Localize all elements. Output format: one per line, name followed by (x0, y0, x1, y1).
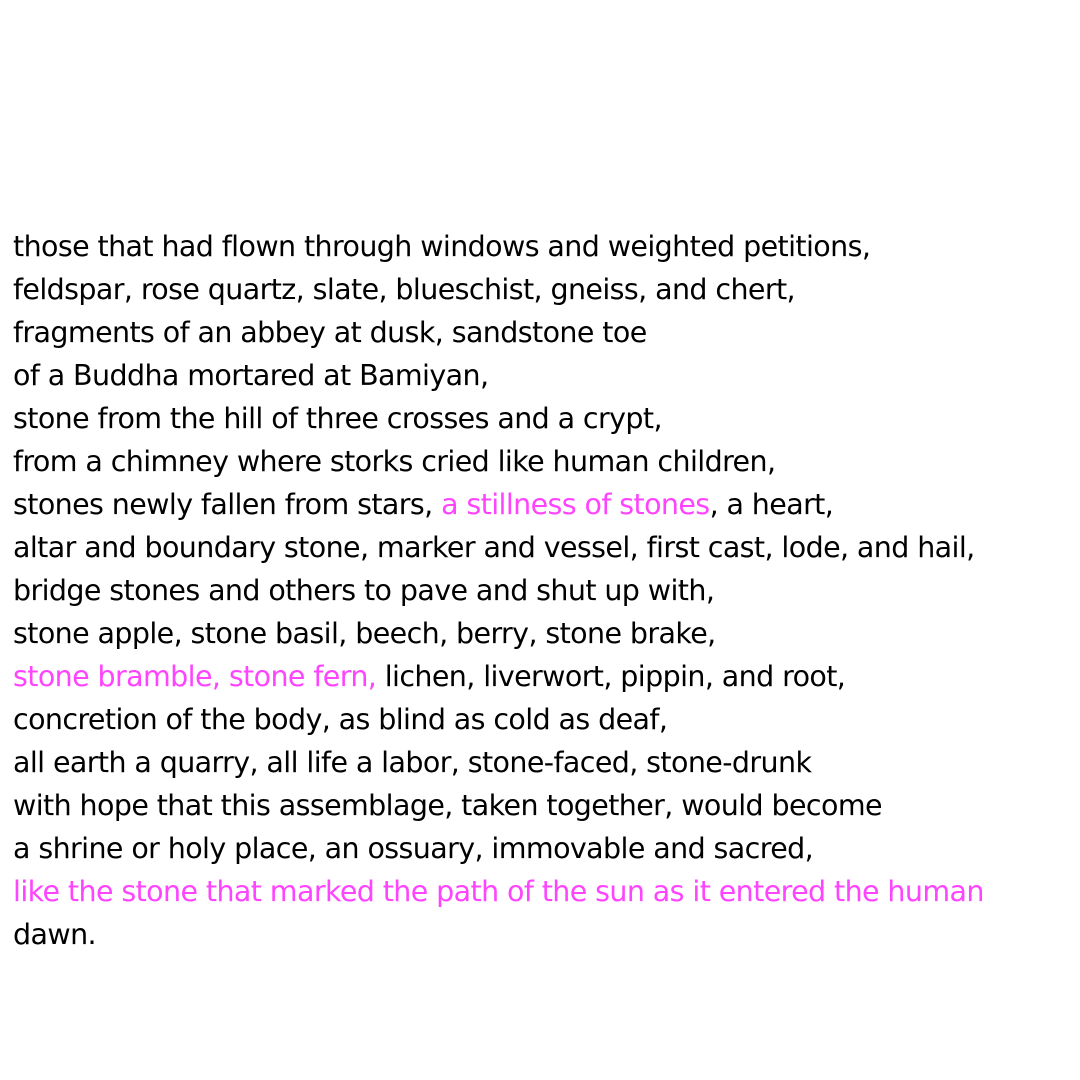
line-text: altar and boundary stone, marker and vessel, first cast, lode, and hail, (13, 531, 975, 564)
poem-line (13, 612, 1077, 655)
line-text: feldspar, rose quartz, slate, blueschist, gneiss, and chert, (13, 273, 795, 306)
line-text: , a heart, (709, 488, 834, 521)
poem-line (13, 569, 1077, 612)
line-text: with hope that this assemblage, taken together, would become (13, 789, 882, 822)
line-text: stone from the hill of three crosses and a crypt, (13, 402, 662, 435)
poem-line (13, 354, 1077, 397)
line-text: those that had flown through windows and weighted petitions, (13, 230, 871, 263)
line-text: concretion of the body, as blind as cold as deaf, (13, 703, 668, 736)
poem-line (13, 440, 1077, 483)
poem-line (13, 698, 1077, 741)
line-text: from a chimney where storks cried like human children, (13, 445, 776, 478)
highlighted-phrase: stone bramble, stone fern, (13, 660, 377, 693)
highlighted-phrase: like the stone that marked the path of the sun as it entered the human (13, 875, 984, 908)
line-text: of a Buddha mortared at Bamiyan, (13, 359, 489, 392)
poem-line (13, 741, 1077, 784)
poem-line (13, 268, 1077, 311)
line-text: stones newly fallen from stars, (13, 488, 442, 521)
poem-line (13, 526, 1077, 569)
poem-line (13, 827, 1077, 870)
poem-text (13, 225, 1077, 956)
poem-line (13, 311, 1077, 354)
poem-line (13, 225, 1077, 268)
line-text: bridge stones and others to pave and shut up with, (13, 574, 715, 607)
poem-line (13, 655, 1077, 698)
poem-line (13, 483, 1077, 526)
poem-line (13, 870, 1077, 913)
line-text: lichen, liverwort, pippin, and root, (376, 660, 846, 693)
poem-line (13, 784, 1077, 827)
line-text: stone apple, stone basil, beech, berry, stone brake, (13, 617, 716, 650)
poem-line (13, 397, 1077, 440)
highlighted-phrase: a stillness of stones (441, 488, 710, 521)
line-text: a shrine or holy place, an ossuary, immovable and sacred, (13, 832, 814, 865)
poem-line (13, 913, 1077, 956)
line-text: dawn. (13, 918, 96, 951)
line-text: all earth a quarry, all life a labor, stone-faced, stone-drunk (13, 746, 812, 779)
line-text: fragments of an abbey at dusk, sandstone toe (13, 316, 647, 349)
